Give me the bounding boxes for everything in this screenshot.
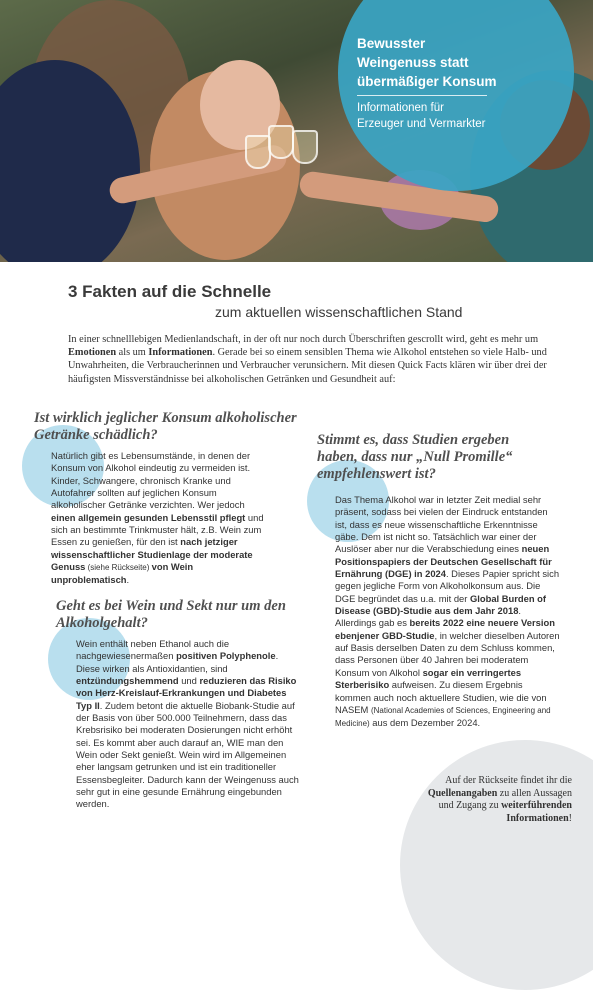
page-subtitle: zum aktuellen wissenschaftlichen Stand xyxy=(215,304,463,320)
fact3-question: Stimmt es, dass Studien ergeben haben, dass nur „Null Promille“ empfehlenswert ist? xyxy=(317,432,513,482)
hero-title: Bewusster Weingenuss statt übermäßiger Konsum xyxy=(357,36,497,89)
hero-subtitle: Informationen für Erzeuger und Vermarkter xyxy=(357,102,486,130)
fact2-answer: Wein enthält neben Ethanol auch die nachgewiesenermaßen positiven Polyphenole. Diese wirken als Antioxidantien, sind entzündungshemmend und reduzieren das Risiko von Herz-Kreislauf-Erkrankungen und Diabetes Typ II. Zudem betont die aktuelle Biobank-Studie auf der Basis von über 500.000 Teilnehmern, dass das Krebsrisiko bei moderaten Dosierungen nicht erhöht sei. Es kommt aber auch darauf an, WIE man den Wein oder Sekt genießt. Wein wird im Allgemeinen eher langsam getrunken und ist ein traditioneller Essensbegleiter. Dadurch kann der Weingenuss auch sehr gut in eine gesunde Ernährung eingebunden werden. xyxy=(76,638,299,810)
hero-photo xyxy=(0,0,593,262)
hero-divider xyxy=(357,95,487,96)
fact2-question: Geht es bei Wein und Sekt nur um den Alkoholgehalt? xyxy=(56,598,286,631)
page-title: 3 Fakten auf die Schnelle xyxy=(68,282,272,301)
wine-glass-icon xyxy=(292,130,318,164)
fact1-answer: Natürlich gibt es Lebensumstände, in denen der Konsum von Alkohol eindeutig zu vermeiden ist. Kinder, Schwangere, chronisch Kranke und Autofahrer sollten auf jeglichen Konsum alkoholischer Getränke verzichten. Wer jedoch einen allgemein gesunden Lebensstil pflegt und sich an bestimmte Trinkmuster hält, z.B. Wein zum Essen zu genießen, für den ist nach jetziger wissenschaftlicher Studienlage der moderate Genuss (siehe Rückseite) von Wein unproblematisch. xyxy=(51,450,264,586)
back-page-note: Auf der Rückseite findet ihr die Quellenangaben zu allen Aussagen und Zugang zu weiterführenden Informationen! xyxy=(427,775,572,824)
fact1-question: Ist wirklich jeglicher Konsum alkoholischer Getränke schädlich? xyxy=(34,410,297,443)
fact3-answer: Das Thema Alkohol war in letzter Zeit medial sehr präsent, sodass bei vielen der Eindruck entstanden ist, dass es neue wissenschaftliche Erkenntnisse gäbe. Dem ist nicht so. Tatsächlich war einer der Auslöser aber nur die Verabschiedung eines neuen Positionspapiers der Deutschen Gesellschaft für Ernährung (DGE) in 2024. Dieses Papier spricht sich gegen jegliche Form von Alkoholkonsum aus. Die DGE begründet das u.a. mit der Global Burden of Disease (GBD)-Studie aus dem Jahr 2018. Allerdings gab es bereits 2022 eine neuere Version ebenjener GBD-Studie, in welcher dieselben Autoren auf Basis derselben Daten zu dem Schluss kommen, dass Personen über 40 Jahren bei moderatem Konsum von Alkohol sogar ein verringertes Sterberisiko aufweisen. Zu diesem Ergebnis kommen auch noch aktuellere Studien, wie die von NASEM (National Academies of Sciences, Engineering and Medicine) aus dem Dezember 2024. xyxy=(335,494,560,729)
intro-paragraph: In einer schnelllebigen Medienlandschaft, in der oft nur noch durch Überschriften gescrollt wird, geht es mehr um Emotionen als um Informationen. Gerade bei so einem sensiblen Thema wie Alkohol entstehen so viele Halb- und Unwahrheiten, die Verbraucherinnen und Verbraucher verunsichern. Mit diesen Quick Facts klären wir über drei der häufigsten Missverständnisse bei alkoholischen Getränken und Gesundheit auf: xyxy=(68,334,547,385)
wine-glass-icon xyxy=(268,125,294,159)
